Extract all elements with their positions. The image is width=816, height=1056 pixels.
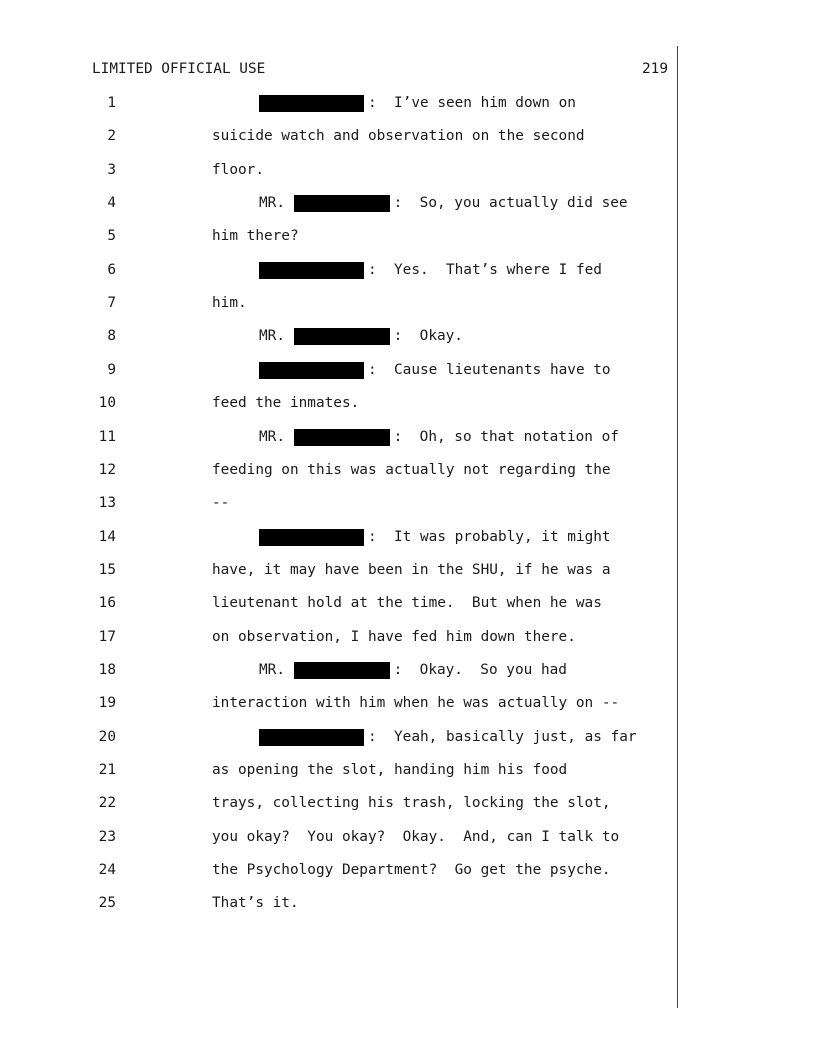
line-text: Yes. That’s where I fed bbox=[394, 262, 602, 278]
speaker-line bbox=[259, 725, 637, 749]
line-number: 22 bbox=[98, 795, 116, 811]
line-number: 10 bbox=[98, 395, 116, 411]
speaker-colon: : bbox=[393, 195, 420, 211]
line-text: trays, collecting his trash, locking the slot, bbox=[212, 795, 611, 811]
transcript-line bbox=[0, 124, 676, 148]
transcript-line bbox=[0, 291, 676, 315]
line-number: 3 bbox=[107, 162, 116, 178]
transcript-line bbox=[0, 791, 676, 815]
transcript-line bbox=[0, 591, 676, 615]
line-text: Cause lieutenants have to bbox=[394, 362, 611, 378]
line-text: -- bbox=[212, 495, 230, 511]
speaker-colon: : bbox=[368, 729, 394, 745]
transcript-line bbox=[0, 158, 676, 182]
transcript-line bbox=[0, 224, 676, 248]
redaction-bar bbox=[294, 662, 390, 679]
speaker-colon: : bbox=[393, 429, 420, 445]
line-text: Yeah, basically just, as far bbox=[394, 729, 637, 745]
transcript-line bbox=[0, 191, 676, 215]
speaker-colon: : bbox=[368, 262, 394, 278]
classification-label: LIMITED OFFICIAL USE bbox=[92, 61, 266, 77]
line-text: Okay. bbox=[419, 328, 463, 344]
line-text: have, it may have been in the SHU, if he was a bbox=[212, 562, 611, 578]
transcript-line bbox=[0, 358, 676, 382]
line-text: feed the inmates. bbox=[212, 395, 360, 411]
transcript-line bbox=[0, 391, 676, 415]
line-number: 23 bbox=[98, 829, 116, 845]
line-number: 18 bbox=[98, 662, 116, 678]
transcript-line bbox=[0, 324, 676, 348]
speaker-line bbox=[259, 358, 611, 382]
transcript-line bbox=[0, 258, 676, 282]
line-number: 13 bbox=[98, 495, 116, 511]
line-number: 5 bbox=[107, 228, 116, 244]
page-number: 219 bbox=[642, 61, 668, 77]
line-text: That’s it. bbox=[212, 895, 299, 911]
line-number: 16 bbox=[98, 595, 116, 611]
speaker-line bbox=[259, 525, 611, 549]
line-text: floor. bbox=[212, 162, 264, 178]
transcript-line bbox=[0, 425, 676, 449]
transcript-line bbox=[0, 891, 676, 915]
redaction-bar bbox=[294, 195, 390, 212]
page-header bbox=[92, 61, 668, 81]
line-number: 20 bbox=[98, 729, 116, 745]
transcript-line bbox=[0, 491, 676, 515]
line-text: It was probably, it might bbox=[394, 529, 611, 545]
line-number: 14 bbox=[98, 529, 116, 545]
line-number: 11 bbox=[98, 429, 116, 445]
line-number: 25 bbox=[98, 895, 116, 911]
speaker-colon: : bbox=[368, 362, 394, 378]
transcript-line bbox=[0, 825, 676, 849]
line-text: lieutenant hold at the time. But when he was bbox=[212, 595, 602, 611]
speaker-colon: : bbox=[393, 328, 420, 344]
transcript-line bbox=[0, 725, 676, 749]
transcript-line bbox=[0, 91, 676, 115]
speaker-line bbox=[259, 191, 628, 215]
line-number: 21 bbox=[98, 762, 116, 778]
redaction-bar bbox=[259, 362, 364, 379]
transcript-line bbox=[0, 758, 676, 782]
redaction-bar bbox=[259, 729, 364, 746]
line-text: him. bbox=[212, 295, 247, 311]
line-number: 19 bbox=[98, 695, 116, 711]
speaker-line bbox=[259, 91, 576, 115]
line-text: suicide watch and observation on the second bbox=[212, 128, 585, 144]
transcript-line bbox=[0, 625, 676, 649]
line-number: 6 bbox=[107, 262, 116, 278]
redaction-bar bbox=[259, 529, 364, 546]
line-text: Okay. So you had bbox=[419, 662, 567, 678]
redaction-bar bbox=[294, 429, 390, 446]
line-text: the Psychology Department? Go get the psyche. bbox=[212, 862, 611, 878]
line-number: 9 bbox=[107, 362, 116, 378]
transcript-line bbox=[0, 858, 676, 882]
line-text: interaction with him when he was actually on -- bbox=[212, 695, 620, 711]
line-text: So, you actually did see bbox=[419, 195, 628, 211]
line-number: 15 bbox=[98, 562, 116, 578]
line-number: 7 bbox=[107, 295, 116, 311]
speaker-line bbox=[259, 425, 619, 449]
speaker-line bbox=[259, 324, 463, 348]
line-text: feeding on this was actually not regarding the bbox=[212, 462, 611, 478]
transcript-line bbox=[0, 558, 676, 582]
line-text: him there? bbox=[212, 228, 299, 244]
speaker-line bbox=[259, 258, 602, 282]
speaker-colon: : bbox=[368, 95, 394, 111]
line-text: Oh, so that notation of bbox=[419, 429, 619, 445]
line-number: 4 bbox=[107, 195, 116, 211]
transcript-line bbox=[0, 691, 676, 715]
speaker-line bbox=[259, 658, 567, 682]
redaction-bar bbox=[294, 328, 390, 345]
line-number: 24 bbox=[98, 862, 116, 878]
speaker-prefix: MR. bbox=[259, 328, 294, 344]
line-number: 1 bbox=[107, 95, 116, 111]
speaker-prefix: MR. bbox=[259, 195, 294, 211]
line-text: you okay? You okay? Okay. And, can I talk to bbox=[212, 829, 620, 845]
transcript-line bbox=[0, 658, 676, 682]
redaction-bar bbox=[259, 95, 364, 112]
transcript-line bbox=[0, 458, 676, 482]
speaker-prefix: MR. bbox=[259, 429, 294, 445]
line-text: I’ve seen him down on bbox=[394, 95, 576, 111]
redaction-bar bbox=[259, 262, 364, 279]
speaker-colon: : bbox=[393, 662, 420, 678]
line-number: 12 bbox=[98, 462, 116, 478]
right-margin-rule bbox=[677, 46, 678, 1008]
speaker-prefix: MR. bbox=[259, 662, 294, 678]
line-number: 8 bbox=[107, 328, 116, 344]
line-text: as opening the slot, handing him his food bbox=[212, 762, 568, 778]
speaker-colon: : bbox=[368, 529, 394, 545]
transcript-line bbox=[0, 525, 676, 549]
line-text: on observation, I have fed him down there. bbox=[212, 629, 576, 645]
line-number: 17 bbox=[98, 629, 116, 645]
line-number: 2 bbox=[107, 128, 116, 144]
